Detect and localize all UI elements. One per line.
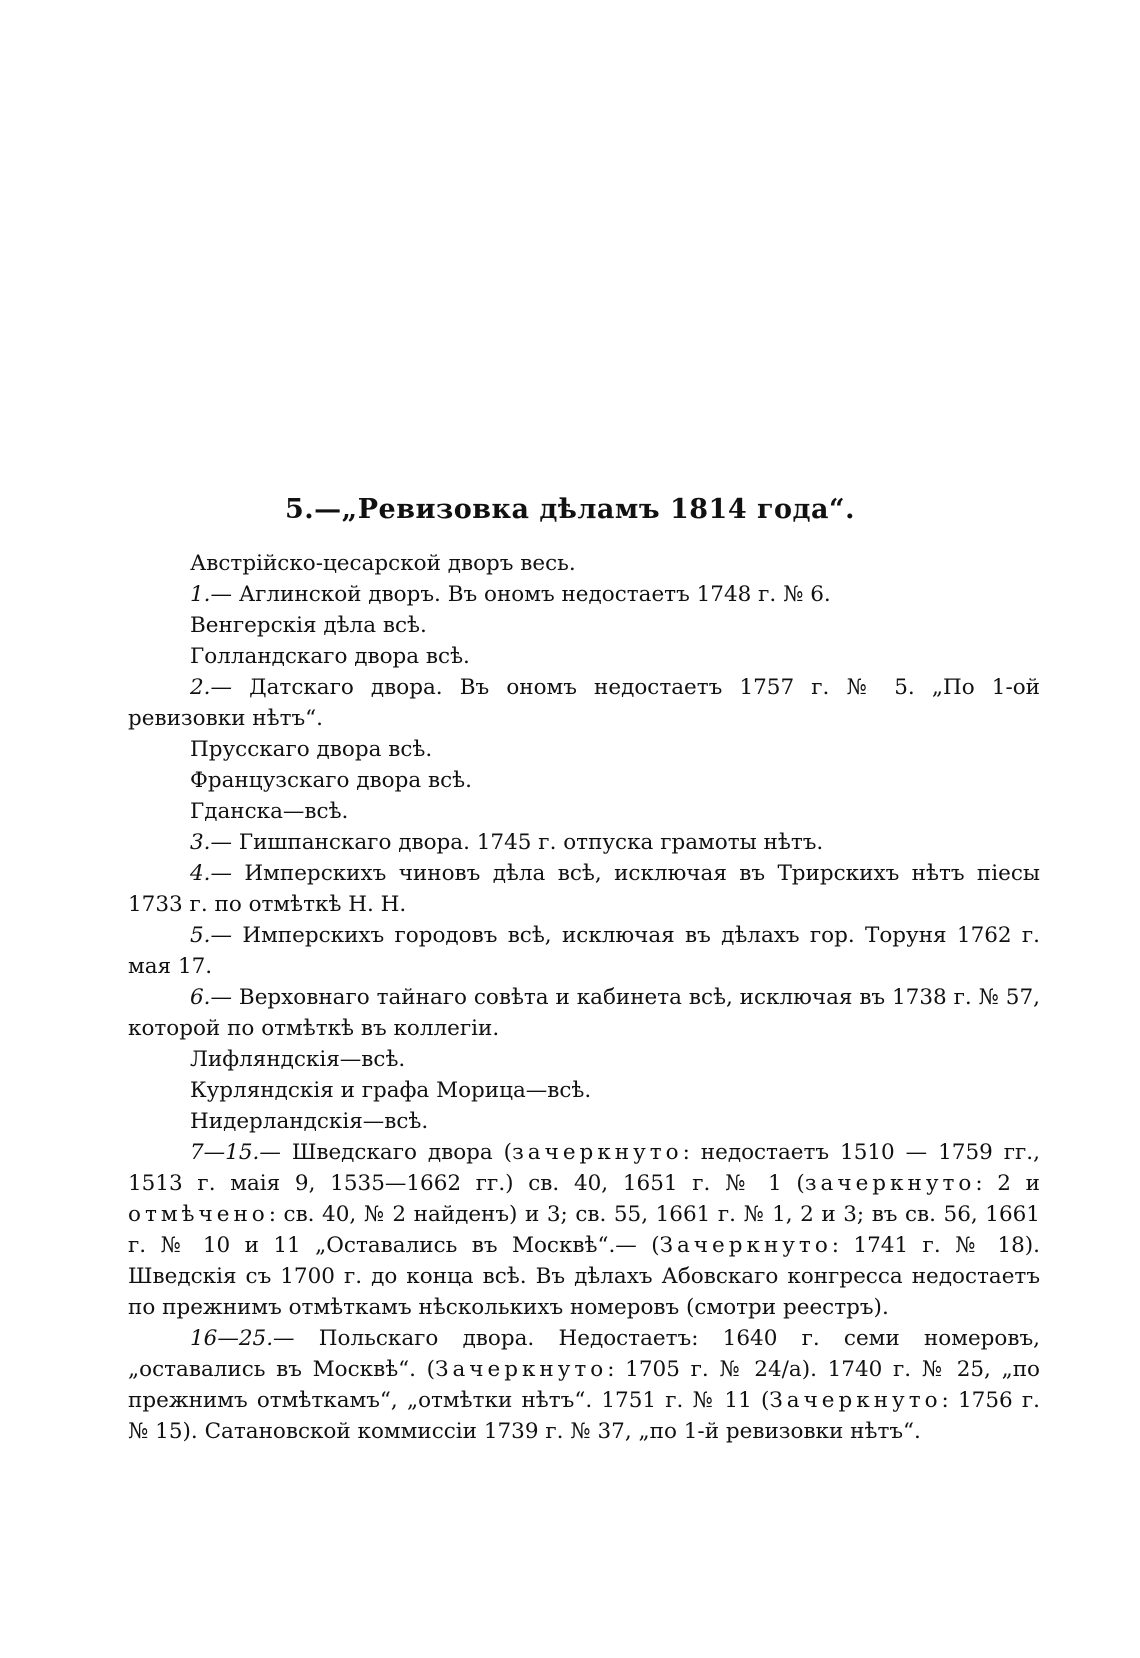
paragraph — [128, 858, 1040, 920]
editorial-note: зачеркнуто — [512, 1140, 683, 1165]
item-number: 16—25.— — [190, 1326, 295, 1351]
item-number: 5.— — [190, 923, 233, 948]
paragraph-text: Гишпанскаго двора. 1745 г. отпуска грамоты нѣтъ. — [232, 830, 824, 855]
editorial-note: Зачеркнуто — [769, 1388, 942, 1413]
paragraph — [128, 672, 1040, 734]
paragraph — [128, 827, 1040, 858]
editorial-note: Зачеркнуто — [659, 1233, 832, 1258]
paragraph-text: Венгерскія дѣла всѣ. — [190, 613, 427, 638]
paragraph-text: Аглинской дворъ. Въ ономъ недостаетъ 1748 г. № 6. — [232, 582, 831, 607]
paragraph-text: Имперскихъ городовъ всѣ, исключая въ дѣлахъ гор. Торуня 1762 г. мая 17. — [128, 923, 1040, 979]
paragraph-text: : 1705 г. № 24/а). 1740 г. № 25, „по прежнимъ отмѣткамъ“, „отмѣтки нѣтъ“. 1751 г. № 11 ( — [128, 1357, 1040, 1413]
paragraph — [128, 982, 1040, 1044]
item-number: 6.— — [190, 985, 233, 1010]
item-number: 4.— — [190, 861, 233, 886]
paragraph — [128, 579, 1040, 610]
paragraph-text: Французскаго двора всѣ. — [190, 768, 472, 793]
editorial-note: Зачеркнуто — [435, 1357, 608, 1382]
document-body — [128, 548, 1040, 1447]
item-number: 2.— — [190, 675, 233, 700]
item-number: 1.— — [190, 582, 233, 607]
paragraph-text: Польскаго двора. Недостаетъ: 1640 г. семи номеровъ, „оставались въ Москвѣ“. ( — [128, 1326, 1040, 1382]
paragraph — [128, 641, 1040, 672]
paragraph-text: Курляндскія и графа Морица—всѣ. — [190, 1078, 592, 1103]
paragraph-text: Датскаго двора. Въ ономъ недостаетъ 1757 г. № 5. „По 1-ой ревизовки нѣтъ“. — [128, 675, 1040, 731]
paragraph — [128, 1323, 1040, 1447]
paragraph-text: Нидерландскія—всѣ. — [190, 1109, 429, 1134]
paragraph-text: Гданска—всѣ. — [190, 799, 349, 824]
paragraph-text: : 2 и — [975, 1171, 1041, 1196]
paragraph-text: Шведскаго двора ( — [280, 1140, 513, 1165]
paragraph — [128, 734, 1040, 765]
paragraph-text: : 1756 г. № 15). Сатановской коммиссіи 1739 г. № 37, „по 1-й ревизовки нѣтъ“. — [128, 1388, 1040, 1444]
section-title: 5.—„Ревизовка дѣламъ 1814 года“. — [285, 494, 855, 525]
paragraph — [128, 920, 1040, 982]
paragraph-text: Австрійско-цесарской дворъ весь. — [190, 551, 576, 576]
paragraph — [128, 1044, 1040, 1075]
item-number: 3.— — [190, 830, 233, 855]
paragraph-text: Имперскихъ чиновъ дѣла всѣ, исключая въ Трирскихъ нѣтъ піесы 1733 г. по отмѣткѣ Н. Н. — [128, 861, 1040, 917]
paragraph — [128, 1137, 1040, 1323]
paragraph — [128, 765, 1040, 796]
paragraph-text: : св. 40, № 2 найденъ) и 3; св. 55, 1661 г. № 1, 2 и 3; въ св. 56, 1661 г. № 10 и 11 „Оставались въ Москвѣ“.— ( — [128, 1202, 1040, 1258]
paragraph-text: Лифляндскія—всѣ. — [190, 1047, 406, 1072]
item-number: 7—15.— — [190, 1140, 281, 1165]
editorial-note: отмѣчено — [128, 1202, 269, 1227]
paragraph — [128, 796, 1040, 827]
editorial-note: зачеркнуто — [804, 1171, 976, 1196]
paragraph — [128, 1106, 1040, 1137]
paragraph — [128, 548, 1040, 579]
paragraph-text: : недостаетъ 1510 — 1759 гг., 1513 г. маія 9, 1535—1662 гг.) св. 40, 1651 г. № 1 ( — [128, 1140, 1040, 1196]
paragraph-text: Голландскаго двора всѣ. — [190, 644, 470, 669]
paragraph-text: : 1741 г. № 18). Шведскія съ 1700 г. до конца всѣ. Въ дѣлахъ Абовскаго конгресса недостаетъ по прежнимъ отмѣткамъ нѣсколькихъ номеровъ (смотри реестръ). — [128, 1233, 1040, 1320]
paragraph — [128, 610, 1040, 641]
paragraph — [128, 1075, 1040, 1106]
paragraph-text: Верховнаго тайнаго совѣта и кабинета всѣ, исключая въ 1738 г. № 57, которой по отмѣткѣ въ коллегіи. — [128, 985, 1040, 1041]
paragraph-text: Прусскаго двора всѣ. — [190, 737, 433, 762]
